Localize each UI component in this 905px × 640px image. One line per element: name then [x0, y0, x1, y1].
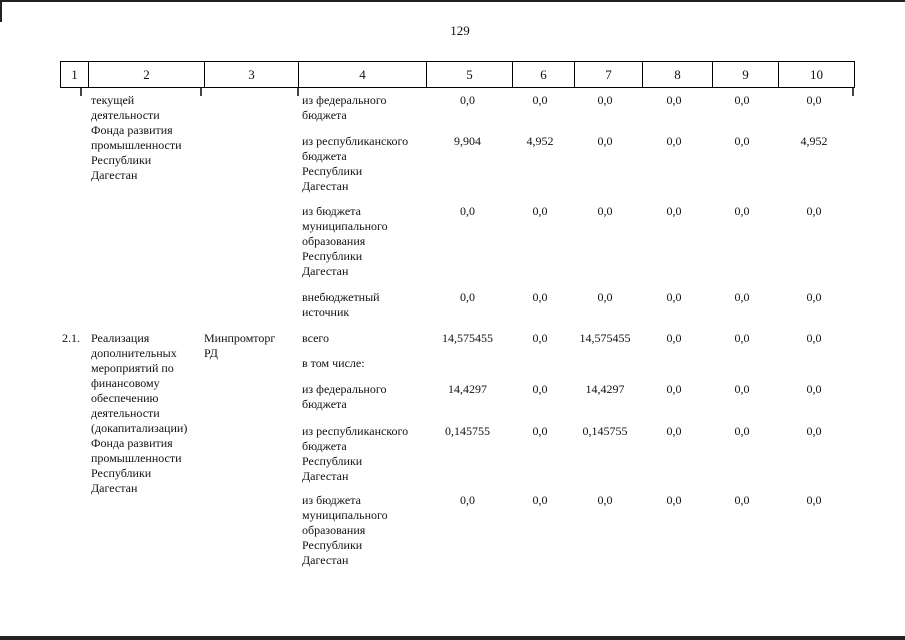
value-cell: 0,0 — [806, 331, 822, 345]
value-cell: 0,0 — [806, 93, 822, 107]
text-line: финансовому — [91, 376, 160, 390]
text-line: (докапитализации) — [91, 421, 188, 435]
scan-bottom-edge — [0, 636, 905, 640]
column-header: 5 — [427, 62, 513, 88]
text-line: Дагестан — [91, 481, 138, 495]
value-cell: 0,0 — [666, 493, 682, 507]
text-line: из республиканского — [302, 134, 409, 148]
value-cell: 0,0 — [806, 382, 822, 396]
text-line: всего — [302, 331, 330, 345]
text-line: дополнительных — [91, 346, 177, 360]
column-header: 2 — [89, 62, 205, 88]
text-line: Дагестан — [302, 553, 349, 567]
text-line: бюджета — [302, 397, 347, 411]
text-line: из федерального — [302, 382, 387, 396]
value-cell: 0,0 — [666, 290, 682, 304]
text-line: Фонда развития — [91, 123, 173, 137]
text-line: промышленности — [91, 138, 182, 152]
text-line: внебюджетный — [302, 290, 380, 304]
value-cell: 0,0 — [597, 204, 613, 218]
column-header: 6 — [513, 62, 575, 88]
text-line: РД — [204, 346, 218, 360]
value-cell: 0,0 — [806, 493, 822, 507]
value-cell: 0,0 — [806, 204, 822, 218]
value-cell: 14,4297 — [585, 382, 625, 396]
column-rule-mark — [297, 88, 299, 96]
value-cell: 0,0 — [532, 493, 548, 507]
value-cell: 14,575455 — [579, 331, 631, 345]
column-header: 3 — [205, 62, 299, 88]
text-line: образования — [302, 234, 366, 248]
text-line: Республики — [302, 249, 363, 263]
funding-source-label — [302, 290, 380, 320]
value-cell: 9,904 — [454, 134, 481, 148]
column-header-table — [60, 61, 855, 88]
text-line: Республики — [302, 538, 363, 552]
text-line: в том числе: — [302, 356, 365, 370]
value-cell: 14,4297 — [448, 382, 487, 396]
text-line: Дагестан — [91, 168, 138, 182]
page-number: 129 — [450, 23, 470, 38]
column-header: 9 — [713, 62, 779, 88]
value-cell: 0,0 — [734, 424, 750, 438]
column-header: 4 — [299, 62, 427, 88]
value-cell: 0,0 — [597, 134, 613, 148]
text-line: источник — [302, 305, 350, 319]
text-line: из федерального — [302, 93, 387, 107]
value-cell: 0,0 — [460, 93, 475, 107]
funding-source-label — [302, 356, 365, 371]
value-cell: 0,0 — [734, 93, 750, 107]
value-cell: 0,0 — [734, 290, 750, 304]
scan-left-edge — [0, 0, 2, 22]
value-cell: 4,952 — [800, 134, 828, 148]
value-cell: 0,0 — [806, 290, 822, 304]
text-line: Дагестан — [302, 469, 349, 483]
text-line: Республики — [302, 164, 363, 178]
funding-source-label — [302, 493, 388, 568]
funding-source-label — [302, 204, 388, 279]
row-number: 2.1. — [62, 331, 80, 345]
value-cell: 0,0 — [532, 290, 548, 304]
value-cell: 0,0 — [532, 424, 548, 438]
column-rule-mark — [200, 88, 202, 96]
column-header: 1 — [61, 62, 89, 88]
text-line: бюджета — [302, 108, 347, 122]
text-line: Дагестан — [302, 264, 349, 278]
value-cell: 0,145755 — [582, 424, 628, 438]
value-cell: 0,0 — [666, 204, 682, 218]
text-line: промышленности — [91, 451, 182, 465]
value-cell: 0,0 — [460, 290, 475, 304]
column-header-row — [61, 62, 855, 88]
column-header: 7 — [575, 62, 643, 88]
value-cell: 4,952 — [526, 134, 554, 148]
value-cell: 0,145755 — [445, 424, 490, 438]
value-cell: 0,0 — [532, 93, 548, 107]
value-cell: 0,0 — [666, 331, 682, 345]
value-cell: 14,575455 — [442, 331, 493, 345]
text-line: обеспечению — [91, 391, 159, 405]
value-cell: 0,0 — [734, 134, 750, 148]
value-cell: 0,0 — [734, 204, 750, 218]
value-cell: 0,0 — [666, 382, 682, 396]
text-line: деятельности — [91, 406, 160, 420]
value-cell: 0,0 — [597, 290, 613, 304]
text-line: Фонда развития — [91, 436, 173, 450]
text-line: из республиканского — [302, 424, 409, 438]
value-cell: 0,0 — [597, 93, 613, 107]
value-cell: 0,0 — [806, 424, 822, 438]
executor — [204, 331, 275, 361]
text-line: Дагестан — [302, 179, 349, 193]
text-line: из бюджета — [302, 493, 361, 507]
value-cell: 0,0 — [734, 331, 750, 345]
text-line: из бюджета — [302, 204, 361, 218]
value-cell: 0,0 — [460, 493, 475, 507]
text-line: Республики — [91, 153, 152, 167]
value-cell: 0,0 — [734, 493, 750, 507]
text-line: образования — [302, 523, 366, 537]
column-rule-mark — [80, 88, 82, 96]
funding-source-label — [302, 424, 408, 484]
text-line: муниципального — [302, 219, 388, 233]
value-cell: 0,0 — [532, 204, 548, 218]
value-cell: 0,0 — [532, 382, 548, 396]
value-cell: 0,0 — [666, 134, 682, 148]
value-cell: 0,0 — [597, 493, 613, 507]
text-line: Республики — [302, 454, 363, 468]
value-cell: 0,0 — [666, 424, 682, 438]
funding-source-label — [302, 93, 386, 123]
column-header: 8 — [643, 62, 713, 88]
column-header: 10 — [779, 62, 855, 88]
text-line: муниципального — [302, 508, 388, 522]
text-line: деятельности — [91, 108, 160, 122]
value-cell: 0,0 — [532, 331, 548, 345]
value-cell: 0,0 — [666, 93, 682, 107]
scan-top-edge — [0, 0, 905, 2]
funding-source-label — [302, 134, 408, 194]
text-line: текущей — [91, 93, 135, 107]
funding-source-label — [302, 382, 386, 412]
value-cell: 0,0 — [460, 204, 475, 218]
continued-activity-name — [91, 93, 182, 183]
column-rule-mark — [852, 88, 854, 96]
activity-name — [91, 331, 187, 496]
text-line: Реализация — [91, 331, 150, 345]
text-line: Минпромторг — [204, 331, 276, 345]
text-line: бюджета — [302, 149, 347, 163]
funding-source-label — [302, 331, 329, 346]
text-line: бюджета — [302, 439, 347, 453]
value-cell: 0,0 — [734, 382, 750, 396]
text-line: Республики — [91, 466, 152, 480]
text-line: мероприятий по — [91, 361, 174, 375]
